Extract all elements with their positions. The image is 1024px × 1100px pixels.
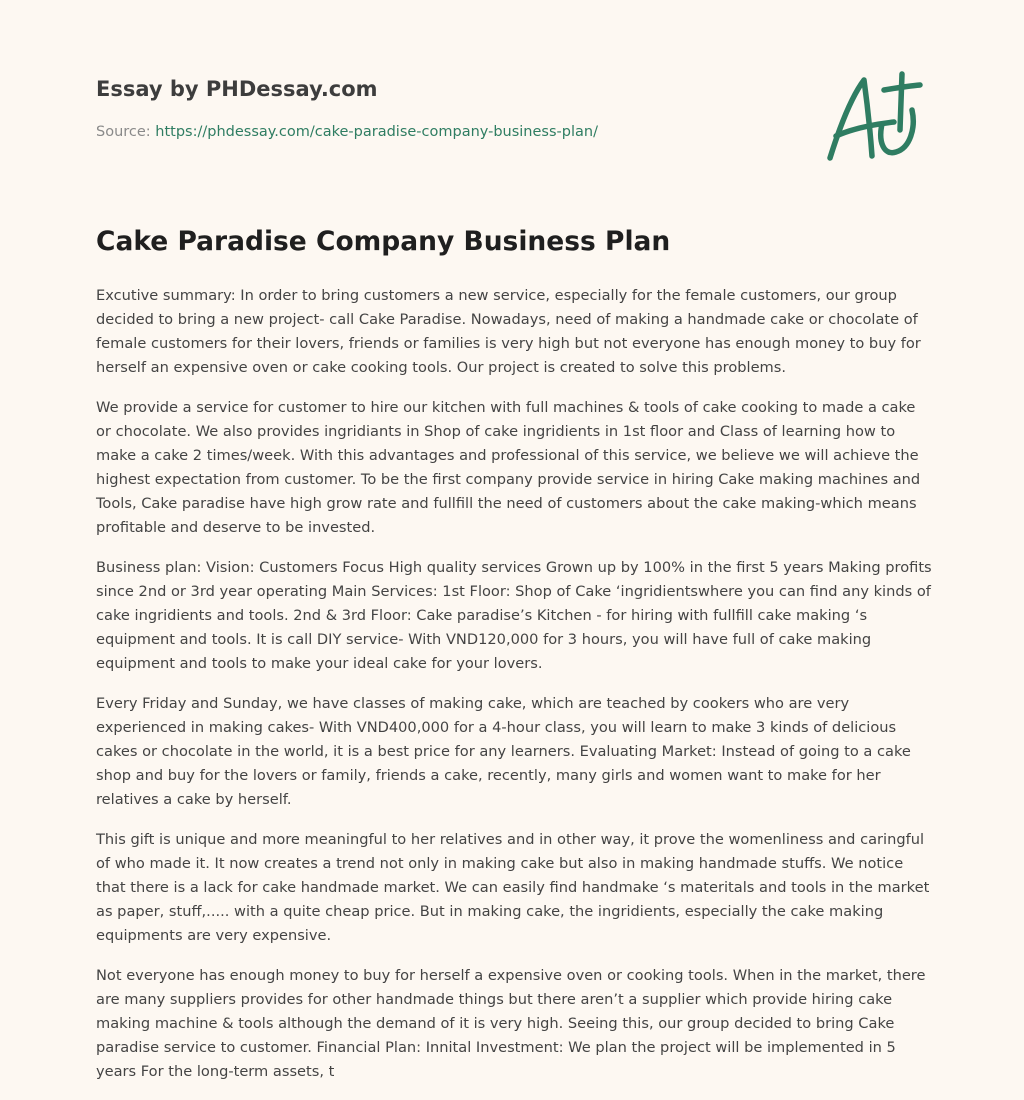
essay-paragraph-2: We provide a service for customer to hire our kitchen with full machines & tools of cake cooking to made a cake or chocolate. We also provides ingridiants in Shop of cake ingridients in 1st floor and Class of learning how to make a cake 2 times/week. With this advantages and professional of this service, we believe we will achieve the highest expectation from customer. To be the first company provide service in hiring Cake making machines and Tools, Cake paradise have high grow rate and fullfill the need of customers about the cake making-which means profitable and deserve to be invested. <box>96 399 921 536</box>
site-title: Essay by PHDessay.com <box>96 77 378 101</box>
essay-paragraph-5: This gift is unique and more meaningful to her relatives and in other way, it prove the womenliness and caringful of who made it. It now creates a trend not only in making cake but also in making handmade stuffs. We notice that there is a lack for cake handmade market. We can easily find handmake ‘s materitals and tools in the market as paper, stuff,..... with a quite cheap price. But in making cake, the ingridients, especially the cake making equipments are very expensive. <box>96 831 930 944</box>
source-label: Source: <box>96 124 151 140</box>
essay-paragraph-6: Not everyone has enough money to buy for herself a expensive oven or cooking tools. When in the market, there are many suppliers provides for other handmade things but there aren’t a supplier which provide hiring cake making machine & tools although the demand of it is very high. Seeing this, our group decided to bring Cake paradise service to customer. Financial Plan: Innital Investment: We plan the project will be implemented in 5 years For the long-term assets, t <box>96 967 926 1080</box>
a-plus-logo-icon <box>820 66 930 166</box>
source-link[interactable]: https://phdessay.com/cake-paradise-company-business-plan/ <box>155 124 598 140</box>
essay-paragraph-1: Excutive summary: In order to bring customers a new service, especially for the female customers, our group decided to bring a new project- call Cake Paradise. Nowadays, need of making a handmade cake or chocolate of female customers for their lovers, friends or families is very high but not everyone has enough money to buy for herself an expensive oven or cake cooking tools. Our project is created to solve this problems. <box>96 287 921 376</box>
essay-paragraph-4: Every Friday and Sunday, we have classes of making cake, which are teached by cookers who are very experienced in making cakes- With VND400,000 for a 4-hour class, you will learn to make 3 kinds of delicious cakes or chocolate in the world, it is a best price for any learners. Evaluating Market: Instead of going to a cake shop and buy for the lovers or family, friends a cake, recently, many girls and women want to make for her relatives a cake by herself. <box>96 695 911 808</box>
essay-body <box>96 284 932 1100</box>
essay-title: Cake Paradise Company Business Plan <box>96 226 671 257</box>
source-line <box>96 124 598 140</box>
essay-paragraph-3: Business plan: Vision: Customers Focus High quality services Grown up by 100% in the first 5 years Making profits since 2nd or 3rd year operating Main Services: 1st Floor: Shop of Cake ‘ingridientswhere you can find any kinds of cake ingridients and tools. 2nd & 3rd Floor: Cake paradise’s Kitchen - for hiring with fullfill cake making ‘s equipment and tools. It is call DIY service- With VND120,000 for 3 hours, you will have full of cake making equipment and tools to make your ideal cake for your lovers. <box>96 559 932 672</box>
